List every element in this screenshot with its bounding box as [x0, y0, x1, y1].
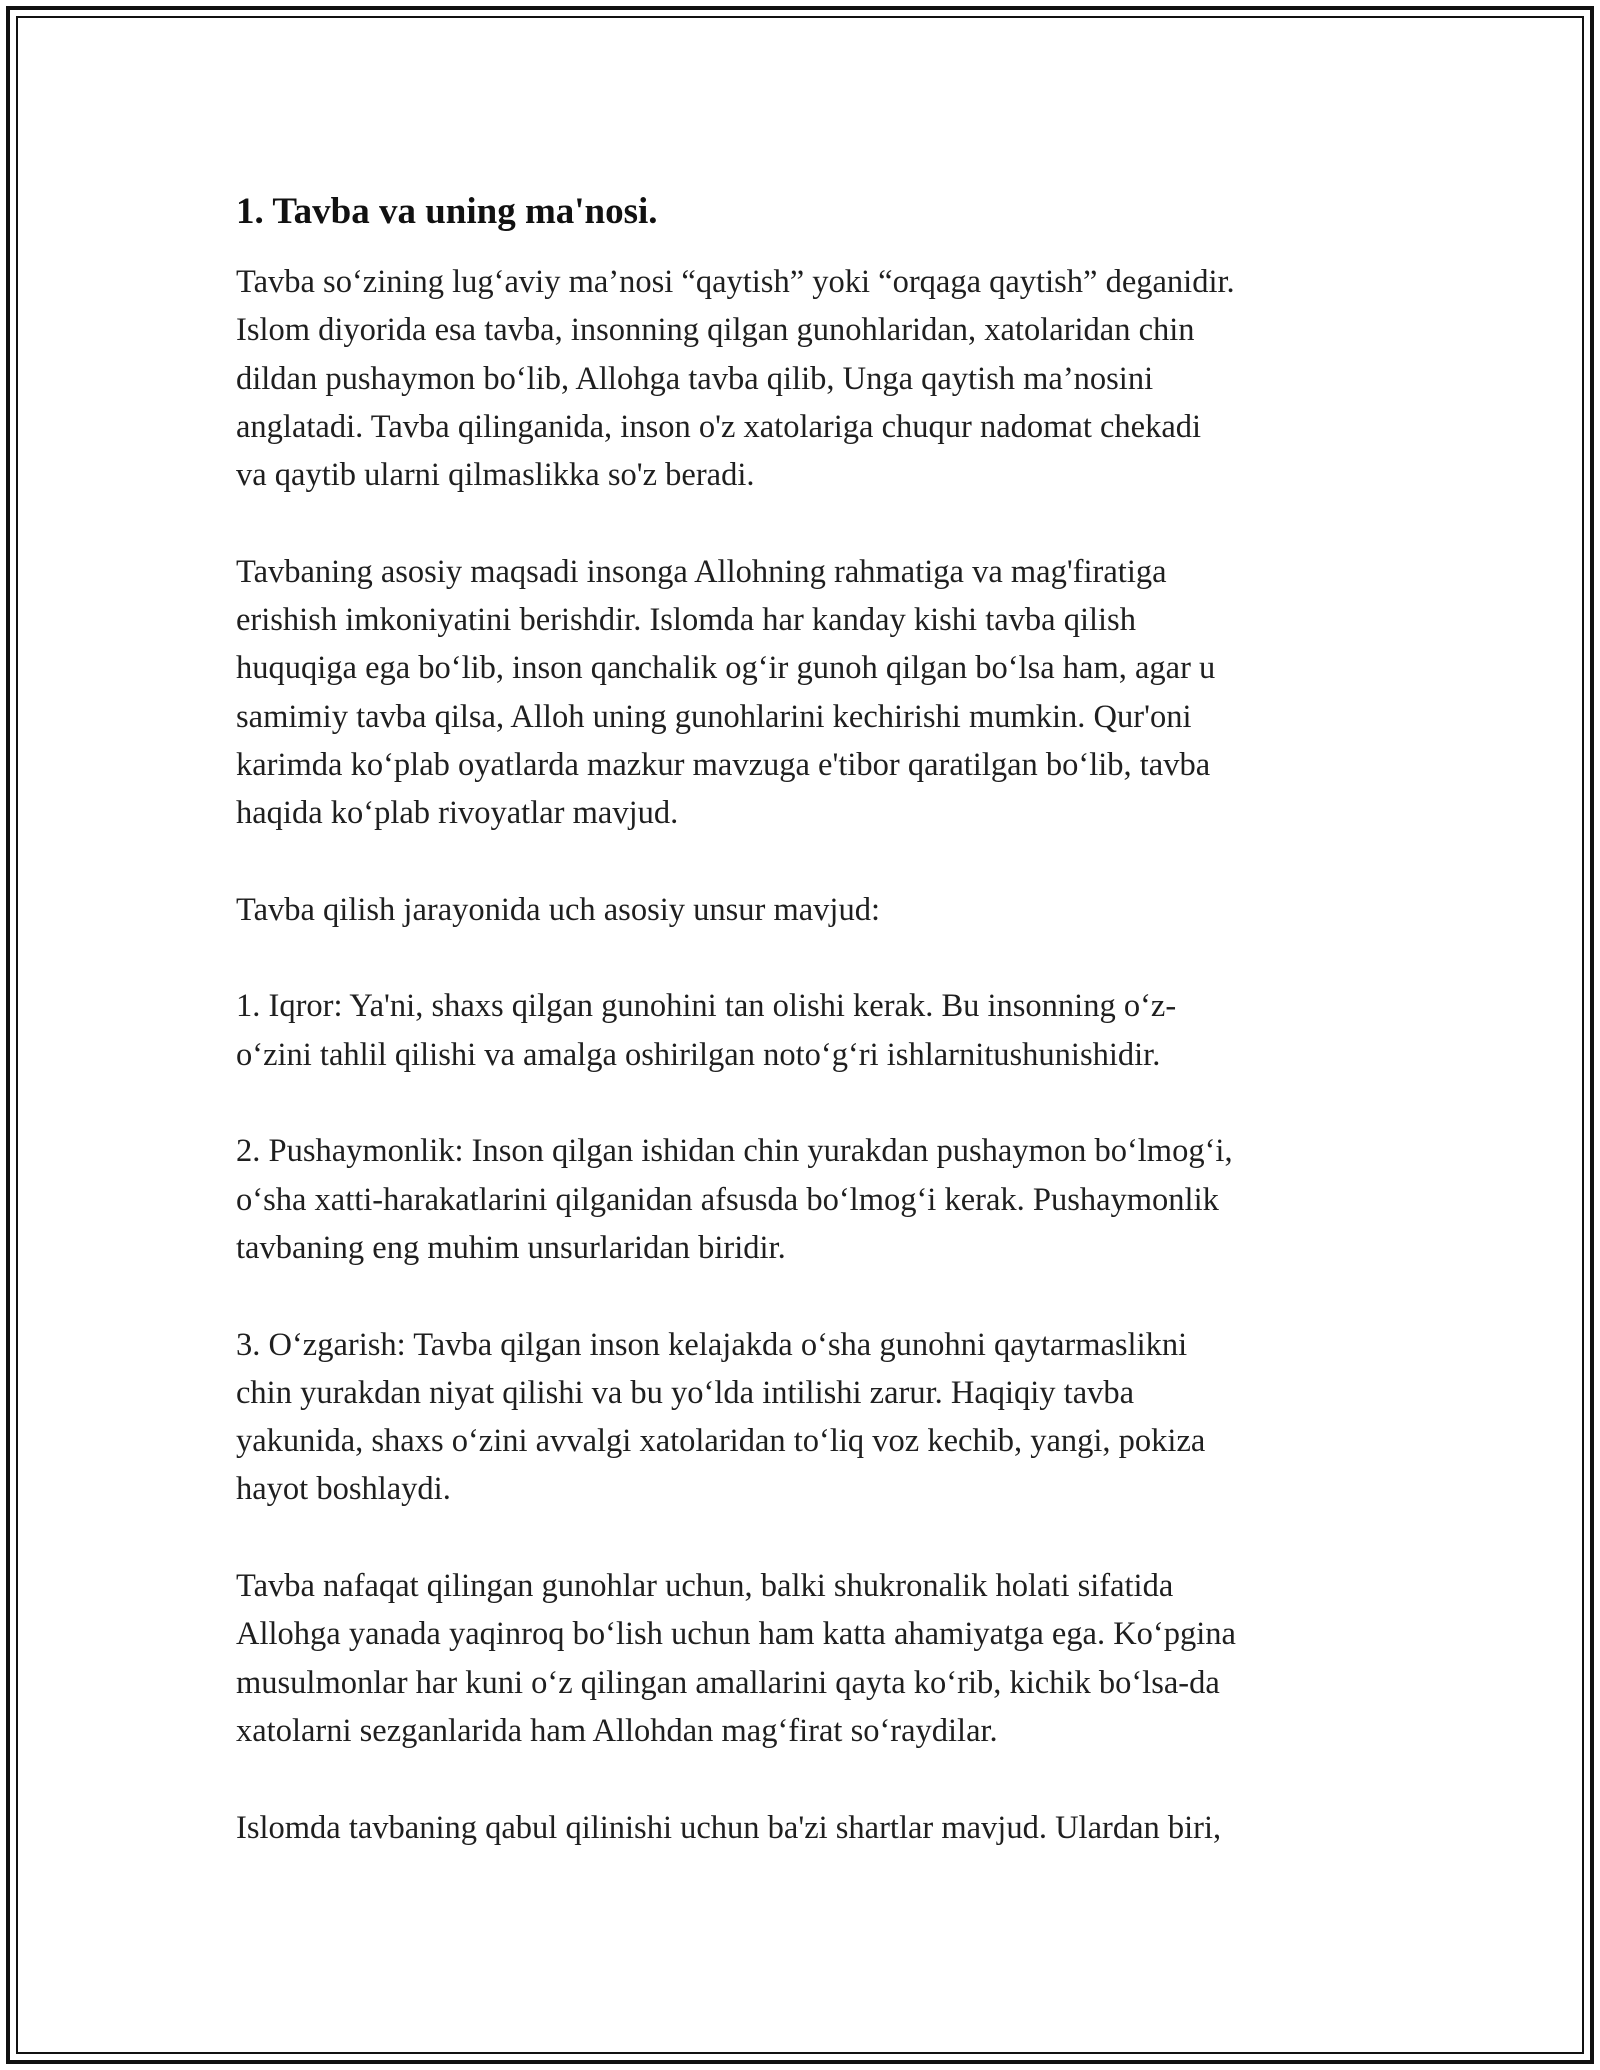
paragraph-gratitude: Tavba nafaqat qilingan gunohlar uchun, balki shukronalik holati sifatida Allohga yanada yaqinroq bo‘lish uchun ham katta ahamiyatga ega. Ko‘pgina musulmonlar har kuni o‘z qilingan amallarini qayta ko‘rib, kichik bo‘lsa-da xatolarni sezganlarida ham Allohdan mag‘firat so‘raydilar. [236, 1568, 1236, 1749]
paragraph-purpose: Tavbaning asosiy maqsadi insonga Allohning rahmatiga va mag'firatiga erishish imkoniyatini berishdir. Islomda har kanday kishi tavba qilish huquqiga ega bo‘lib, inson qanchalik og‘ir gunoh qilgan bo‘lsa ham, agar u samimiy tavba qilsa, Alloh uning gunohlarini kechirishi mumkin. Qur'oni karimda ko‘plab oyatlarda mazkur mavzuga e'tibor qaratilgan bo‘lib, tavba haqida ko‘plab rivoyatlar mavjud. [236, 553, 1216, 832]
list-item-ozgarish: 3. O‘zgarish: Tavba qilgan inson kelajakda o‘sha gunohni qaytarmaslikni chin yurakdan niyat qilishi va bu yo‘lda intilishi zarur. Haqiqiy tavba yakunida, shaxs o‘zini avvalgi xatolaridan to‘liq voz kechib, yangi, pokiza hayot boshlaydi. [236, 1326, 1206, 1508]
list-item-iqror: 1. Iqror: Ya'ni, shaxs qilgan gunohini tan olishi kerak. Bu insonning o‘z- o‘zini tahlil qilishi va amalga oshirilgan noto‘g‘ri ishlarnitushunishidir. [236, 988, 1177, 1073]
paragraph-conditions: Islomda tavbaning qabul qilinishi uchun ba'zi shartlar mavjud. Ulardan biri, [236, 1809, 1222, 1846]
paragraph-elements-intro: Tavba qilish jarayonida uch asosiy unsur mavjud: [236, 891, 880, 928]
paragraph-definition: Tavba so‘zining lug‘aviy ma’nosi “qaytish” yoki “orqaga qaytish” deganidir. Islom diyorida esa tavba, insonning qilgan gunohlaridan, xatolaridan chin dildan pushaymon bo‘lib, Allohga tavba qilib, Unga qaytish ma’nosini anglatadi. Tavba qilinganida, inson o'z xatolariga chuqur nadomat chekadi va qaytib ularni qilmaslikka so'z beradi. [236, 264, 1235, 494]
section-heading: 1. Tavba va uning ma'nosi. [236, 191, 658, 232]
list-item-pushaymonlik: 2. Pushaymonlik: Inson qilgan ishidan chin yurakdan pushaymon bo‘lmog‘i, o‘sha xatti-harakatlarini qilganidan afsusda bo‘lmog‘i kerak. Pushaymonlik tavbaning eng muhim unsurlaridan biridir. [236, 1133, 1233, 1266]
document-body [236, 188, 1416, 1900]
